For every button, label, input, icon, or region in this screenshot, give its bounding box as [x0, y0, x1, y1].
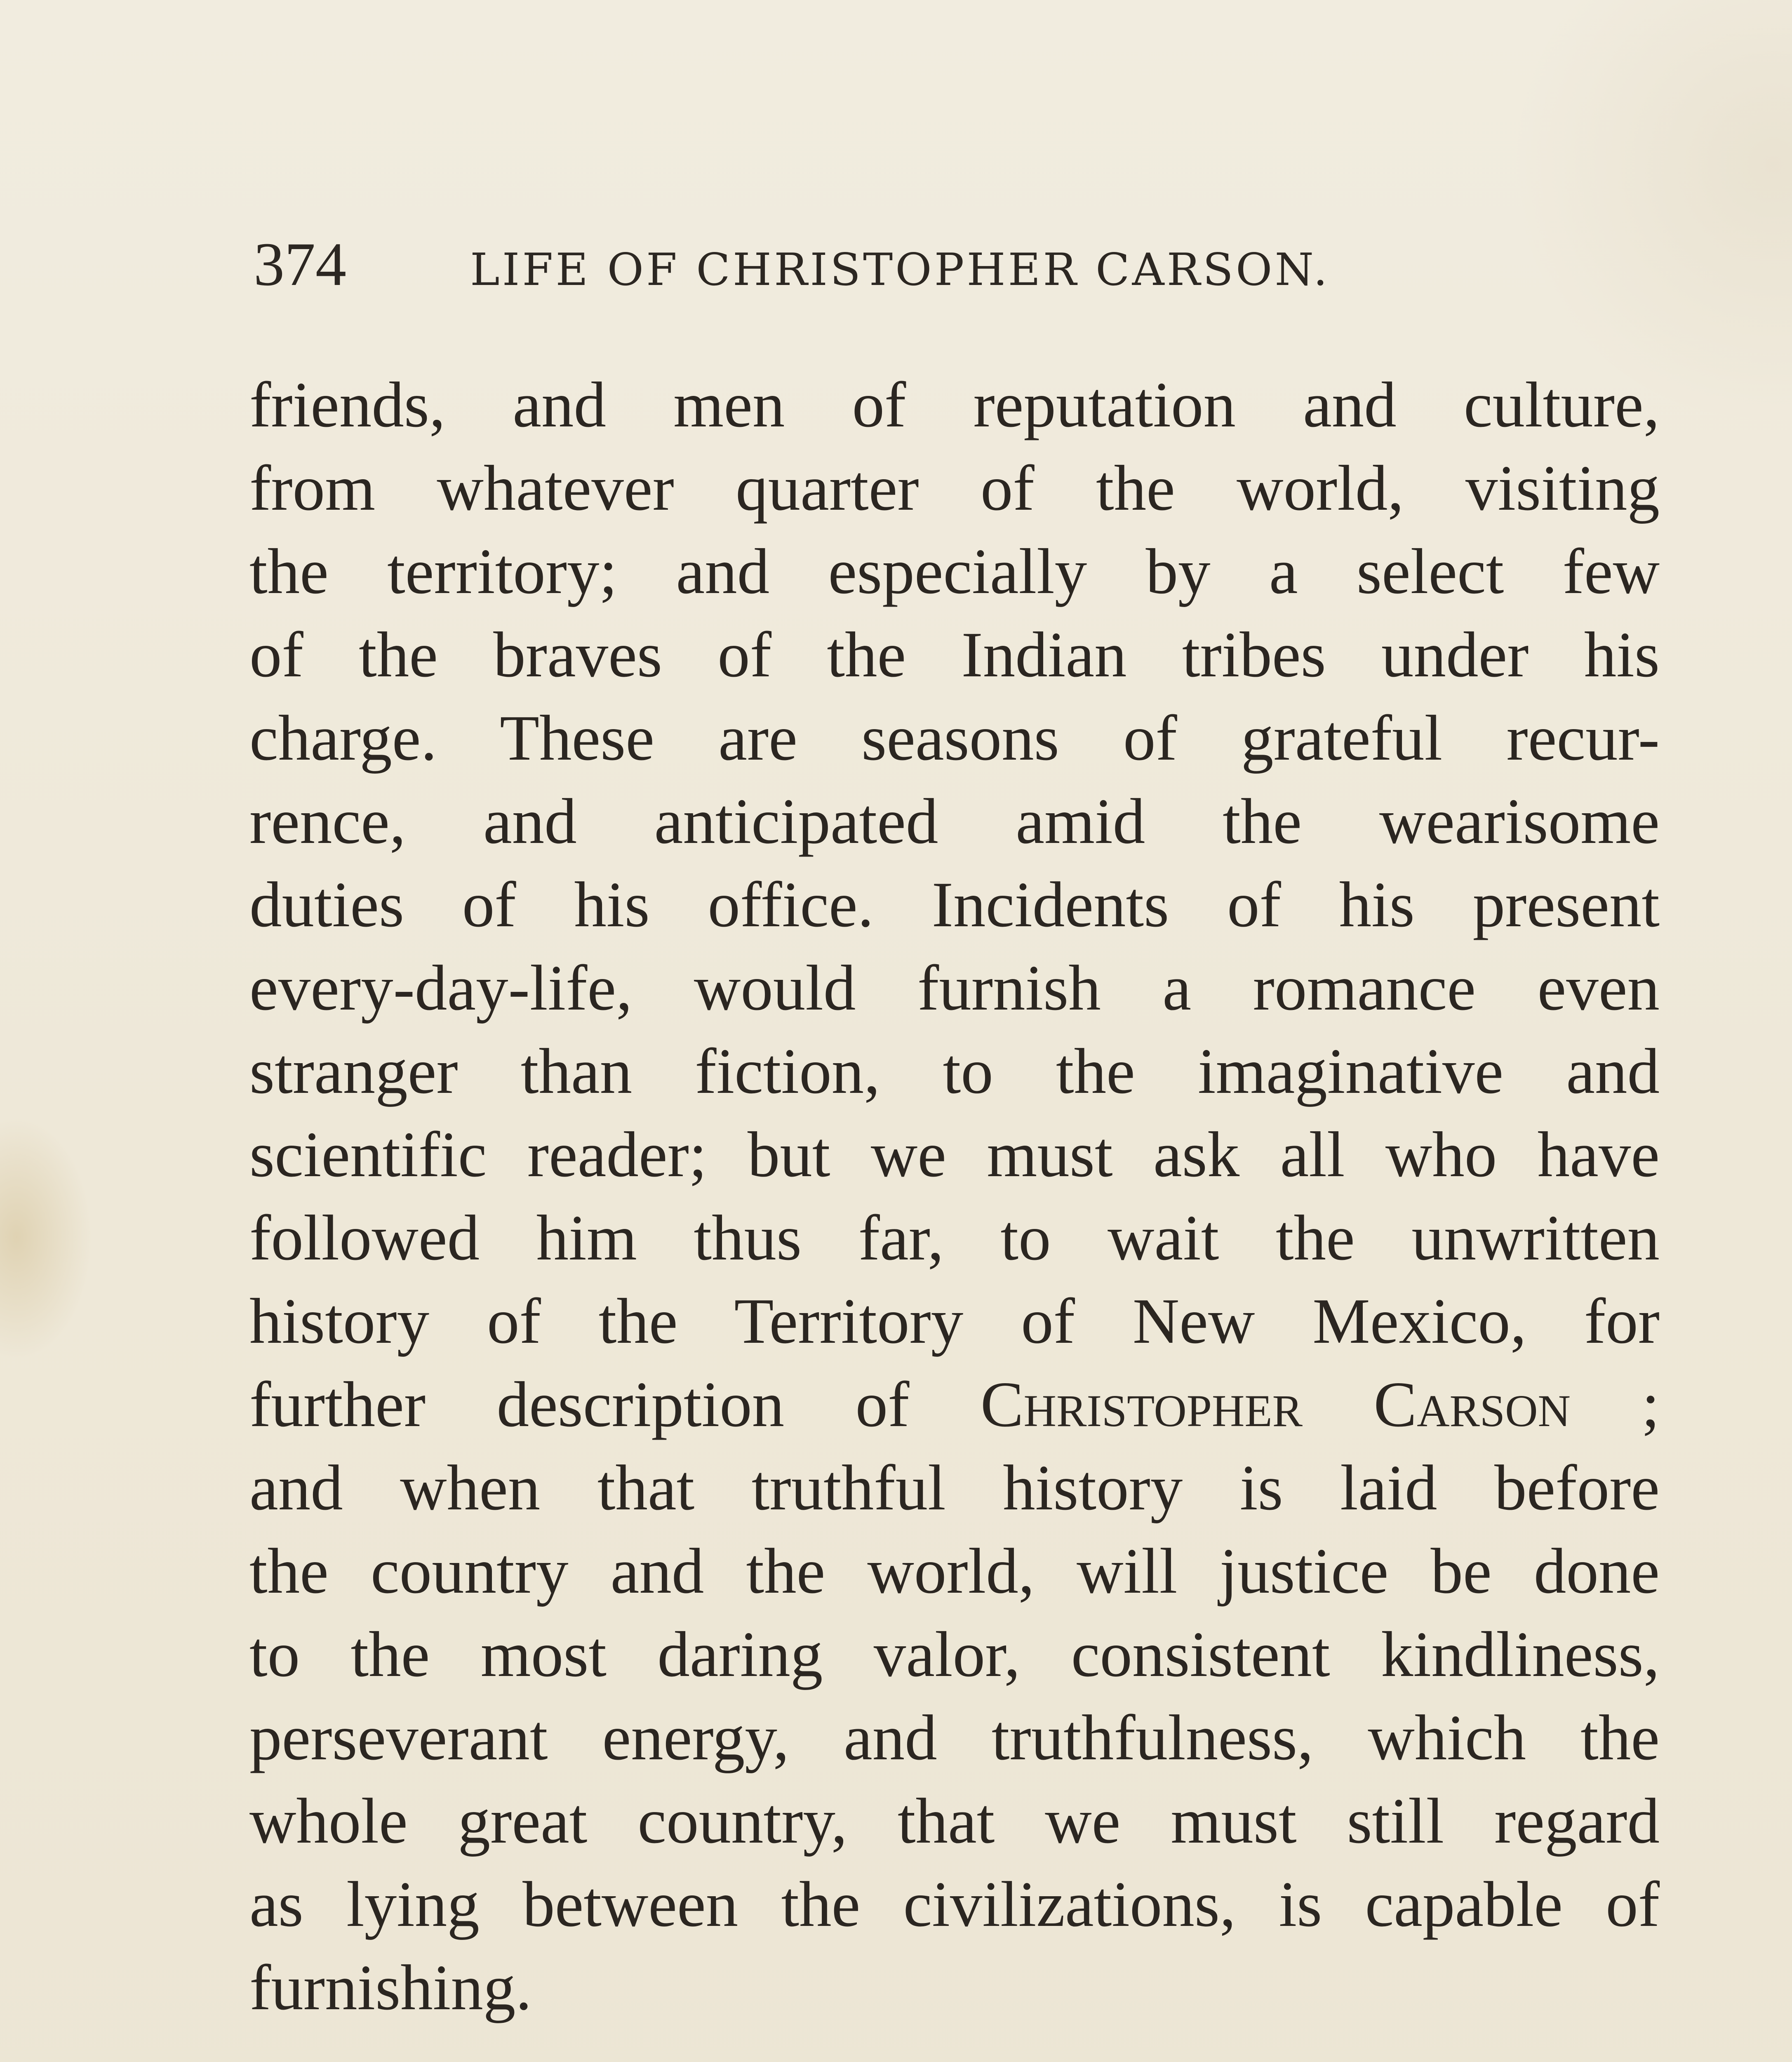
text-line	[249, 1363, 1660, 1446]
text-line: followed him thus far, to wait the unwritten	[249, 1202, 1660, 1273]
text-segment: further description of	[249, 1368, 981, 1440]
page-number: 374	[254, 230, 346, 299]
text-line: the territory; and especially by a select few	[249, 535, 1660, 607]
text-segment: ;	[1570, 1368, 1660, 1440]
text-line: history of the Territory of New Mexico, for	[249, 1285, 1660, 1357]
text-line: perseverant energy, and truthfulness, which the	[249, 1702, 1660, 1773]
text-line: rence, and anticipated amid the wearisome	[249, 785, 1660, 857]
text-line: whole great country, that we must still regard	[249, 1785, 1660, 1857]
text-line: from whatever quarter of the world, visiting	[249, 452, 1660, 524]
text-line: and when that truthful history is laid before	[249, 1452, 1660, 1523]
text-line: the country and the world, will justice be done	[249, 1535, 1660, 1607]
small-caps-name: Christopher Carson	[980, 1368, 1571, 1440]
text-line: friends, and men of reputation and culture,	[249, 369, 1660, 440]
text-line: charge. These are seasons of grateful recur-	[249, 702, 1660, 774]
text-line: to the most daring valor, consistent kindliness,	[249, 1618, 1660, 1690]
text-line: duties of his office. Incidents of his present	[249, 869, 1660, 940]
text-line: stranger than fiction, to the imaginative and	[249, 1035, 1660, 1107]
text-line: every-day-life, would furnish a romance even	[249, 952, 1660, 1024]
body-text	[249, 363, 1660, 2029]
running-head	[254, 229, 1573, 311]
text-line: as lying between the civilizations, is capable of	[249, 1868, 1660, 1940]
text-line: scientific reader; but we must ask all who have	[249, 1118, 1660, 1190]
running-title: LIFE OF CHRISTOPHER CARSON.	[470, 244, 1330, 296]
text-line: of the braves of the Indian tribes under his	[249, 619, 1660, 690]
text-line: furnishing.	[249, 1951, 532, 2023]
